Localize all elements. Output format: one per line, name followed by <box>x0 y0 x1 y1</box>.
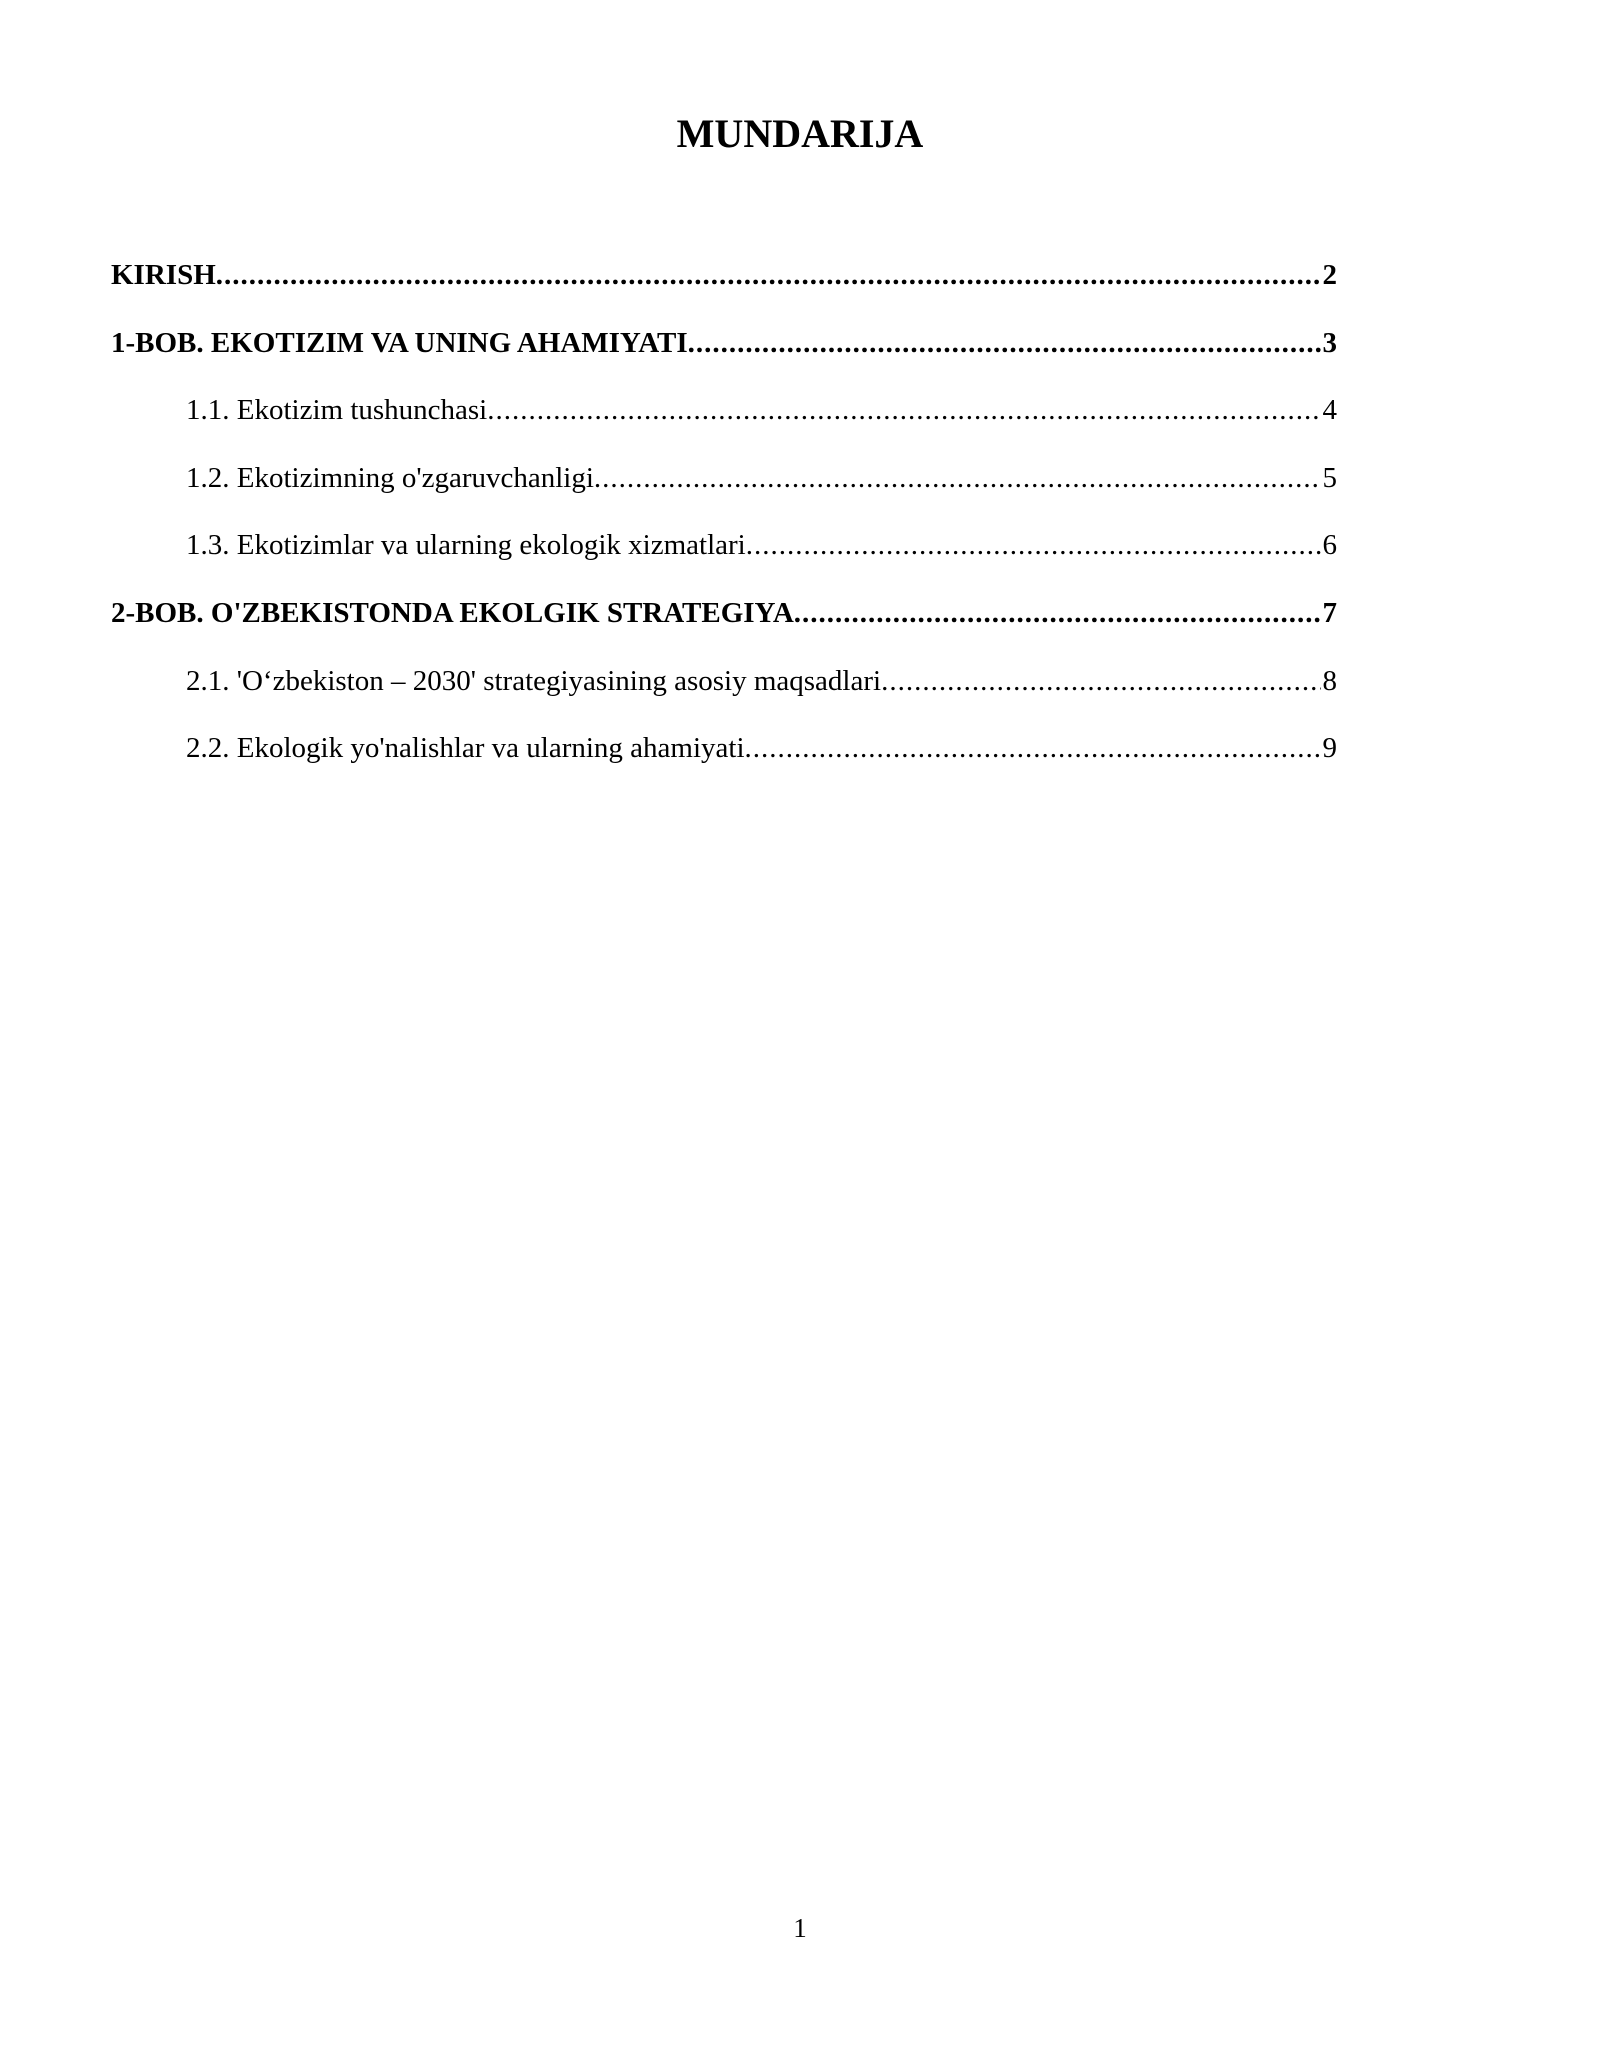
toc-entry-label: 2.2. Ekologik yo'nalishlar va ularning ahamiyati <box>186 732 745 765</box>
toc-entry-page: 2 <box>1322 259 1337 291</box>
toc-entry-label: KIRISH <box>111 259 216 291</box>
toc-entry-page: 5 <box>1322 461 1337 494</box>
toc-entry-page: 3 <box>1322 326 1337 359</box>
toc-entry-page: 6 <box>1322 529 1337 562</box>
toc-entry-page: 7 <box>1322 596 1337 629</box>
toc-dot-leader <box>216 250 1321 300</box>
page-title: MUNDARIJA <box>676 111 924 156</box>
toc-dot-leader <box>688 318 1321 368</box>
toc-entry-section-1-1[interactable] <box>111 385 1337 453</box>
toc-entry-page: 4 <box>1322 394 1337 427</box>
toc-dot-leader <box>594 453 1321 503</box>
toc-entry-kirish[interactable] <box>111 250 1337 318</box>
toc-dot-leader <box>881 656 1320 706</box>
toc-entry-chapter-2[interactable] <box>111 588 1337 656</box>
toc-entry-page: 8 <box>1322 664 1337 697</box>
toc-entry-section-2-2[interactable] <box>111 723 1337 791</box>
toc-entry-label: 1.1. Ekotizim tushunchasi <box>186 394 488 427</box>
toc-entry-label: 2.1. 'O‘zbekiston – 2030' strategiyasining asosiy maqsadlari <box>186 664 882 697</box>
toc-entry-label: 1-BOB. EKOTIZIM VA UNING AHAMIYATI <box>111 326 688 359</box>
toc-dot-leader <box>746 520 1321 570</box>
toc-entry-section-1-2[interactable] <box>111 453 1337 521</box>
toc-dot-leader <box>745 723 1321 773</box>
toc-dot-leader <box>794 588 1321 638</box>
toc-entry-label: 1.3. Ekotizimlar va ularning ekologik xizmatlari <box>186 529 746 562</box>
toc-entry-section-2-1[interactable] <box>111 656 1337 724</box>
table-of-contents <box>111 250 1337 791</box>
toc-entry-label: 2-BOB. O'ZBEKISTONDA EKOLGIK STRATEGIYA <box>111 596 794 629</box>
toc-entry-chapter-1[interactable] <box>111 318 1337 386</box>
toc-entry-label: 1.2. Ekotizimning o'zgaruvchanligi <box>186 461 594 494</box>
page-number: 1 <box>793 1913 807 1943</box>
toc-dot-leader <box>487 385 1320 435</box>
toc-entry-page: 9 <box>1322 732 1337 765</box>
toc-entry-section-1-3[interactable] <box>111 520 1337 588</box>
